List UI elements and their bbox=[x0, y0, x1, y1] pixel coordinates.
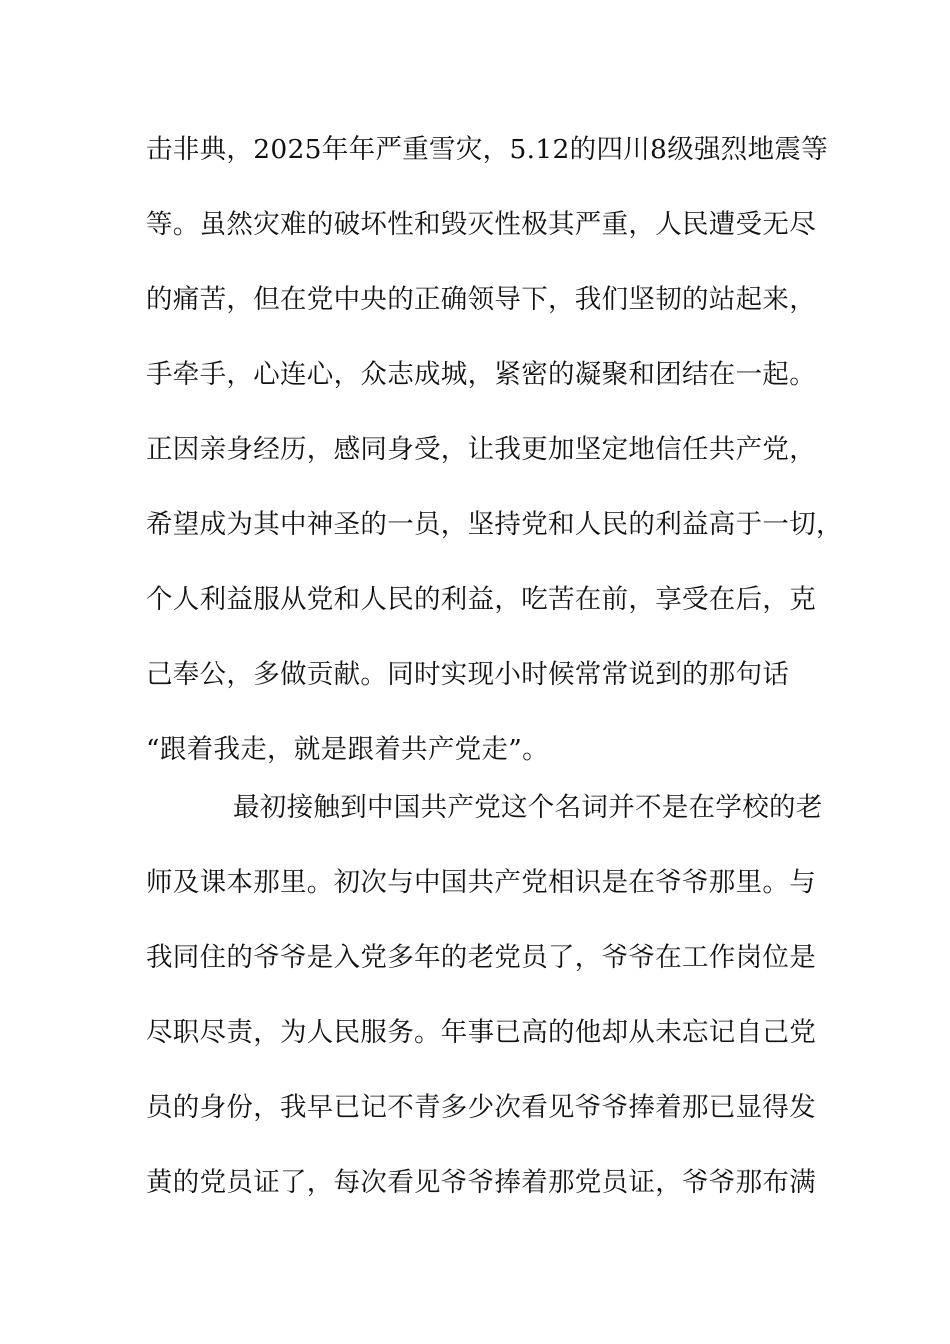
text-line: 尽职尽责，为人民服务。年事已高的他却从未忘记自己党 bbox=[146, 1017, 816, 1048]
text-line: 希望成为其中神圣的一员，坚持党和人民的利益高于一切， bbox=[146, 509, 843, 540]
paragraph-first-line: 最初接触到中国共产党这个名词并不是在学校的老 bbox=[233, 792, 823, 823]
text-line: 正因亲身经历，感同身受，让我更加坚定地信任共产党， bbox=[146, 434, 816, 465]
text-line: 己奉公，多做贡献。同时实现小时候常常说到的那句话 bbox=[146, 659, 790, 690]
text-line: 师及课本那里。初次与中国共产党相识是在爷爷那里。与 bbox=[146, 867, 816, 898]
text-line: 员的身份，我早已记不青多少次看见爷爷捧着那已显得发 bbox=[146, 1092, 816, 1123]
text-line: 的痛苦，但在党中央的正确领导下，我们坚韧的站起来， bbox=[146, 284, 816, 315]
text-line: “跟着我走，就是跟着共产党走”。 bbox=[146, 734, 549, 765]
text-line: 击非典，2025年年严重雪灾，5.12的四川8级强烈地震等 bbox=[146, 134, 829, 165]
text-line: 手牵手，心连心，众志成城，紧密的凝聚和团结在一起。 bbox=[146, 359, 816, 390]
text-line: 我同住的爷爷是入党多年的老党员了，爷爷在工作岗位是 bbox=[146, 942, 816, 973]
text-line: 等。虽然灾难的破坏性和毁灭性极其严重，人民遭受无尽 bbox=[146, 209, 816, 240]
text-line: 黄的党员证了，每次看见爷爷捧着那党员证，爷爷那布满 bbox=[146, 1167, 816, 1198]
text-line: 个人利益服从党和人民的利益，吃苦在前，享受在后，克 bbox=[146, 584, 816, 615]
